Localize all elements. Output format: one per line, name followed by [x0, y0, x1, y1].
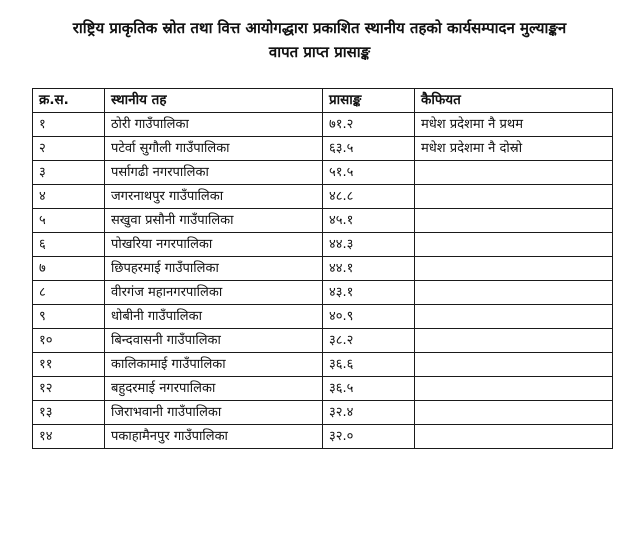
local-level-name-cell: ठोरी गाउँपालिका [105, 113, 323, 137]
score-cell: ३६.५ [323, 377, 415, 401]
table-row [33, 233, 613, 257]
table-row [33, 329, 613, 353]
header-serial-number: क्र.स. [33, 89, 105, 113]
remark-cell [415, 425, 613, 449]
local-level-name-cell: पकाहामैनपुर गाउँपालिका [105, 425, 323, 449]
local-level-name-cell: पर्सागढी नगरपालिका [105, 161, 323, 185]
table-row [33, 137, 613, 161]
local-level-name-cell: सखुवा प्रसौनी गाउँपालिका [105, 209, 323, 233]
serial-number-cell: १० [33, 329, 105, 353]
score-cell: ४४.३ [323, 233, 415, 257]
local-level-name-cell: पोखरिया नगरपालिका [105, 233, 323, 257]
serial-number-cell: ४ [33, 185, 105, 209]
local-level-name-cell: कालिकामाई गाउँपालिका [105, 353, 323, 377]
score-cell: ४३.१ [323, 281, 415, 305]
serial-number-cell: १ [33, 113, 105, 137]
score-cell: ३२.४ [323, 401, 415, 425]
remark-cell [415, 401, 613, 425]
score-cell: ३२.० [323, 425, 415, 449]
remark-cell [415, 257, 613, 281]
remark-cell [415, 305, 613, 329]
local-level-name-cell: बहुदरमाई नगरपालिका [105, 377, 323, 401]
remark-cell [415, 233, 613, 257]
score-cell: ४०.९ [323, 305, 415, 329]
serial-number-cell: ८ [33, 281, 105, 305]
table-row [33, 377, 613, 401]
serial-number-cell: ६ [33, 233, 105, 257]
header-score: प्रासाङ्क [323, 89, 415, 113]
table-body [33, 113, 613, 449]
remark-cell [415, 209, 613, 233]
ranking-table [32, 88, 613, 449]
table-header-row [33, 89, 613, 113]
page-title [0, 16, 639, 64]
table-row [33, 161, 613, 185]
serial-number-cell: ११ [33, 353, 105, 377]
table-row [33, 113, 613, 137]
table-row [33, 305, 613, 329]
table-row [33, 257, 613, 281]
local-level-name-cell: जगरनाथपुर गाउँपालिका [105, 185, 323, 209]
serial-number-cell: १२ [33, 377, 105, 401]
remark-cell [415, 353, 613, 377]
header-remarks: कैफियत [415, 89, 613, 113]
remark-cell [415, 185, 613, 209]
local-level-name-cell: धोबीनी गाउँपालिका [105, 305, 323, 329]
score-cell: ४५.१ [323, 209, 415, 233]
serial-number-cell: १३ [33, 401, 105, 425]
score-cell: ५१.५ [323, 161, 415, 185]
header-local-level: स्थानीय तह [105, 89, 323, 113]
title-line-2: वापत प्राप्त प्रासाङ्क [268, 43, 371, 61]
local-level-name-cell: जिराभवानी गाउँपालिका [105, 401, 323, 425]
score-cell: ३८.२ [323, 329, 415, 353]
table-row [33, 209, 613, 233]
table-row [33, 281, 613, 305]
serial-number-cell: ७ [33, 257, 105, 281]
serial-number-cell: १४ [33, 425, 105, 449]
local-level-name-cell: वीरगंज महानगरपालिका [105, 281, 323, 305]
table-row [33, 401, 613, 425]
score-cell: ४८.८ [323, 185, 415, 209]
serial-number-cell: ९ [33, 305, 105, 329]
remark-cell: मधेश प्रदेशमा नै प्रथम [415, 113, 613, 137]
remark-cell: मधेश प्रदेशमा नै दोस्रो [415, 137, 613, 161]
table-row [33, 185, 613, 209]
local-level-name-cell: बिन्दवासनी गाउँपालिका [105, 329, 323, 353]
remark-cell [415, 281, 613, 305]
serial-number-cell: ३ [33, 161, 105, 185]
remark-cell [415, 377, 613, 401]
score-cell: ३६.६ [323, 353, 415, 377]
table-row [33, 425, 613, 449]
serial-number-cell: २ [33, 137, 105, 161]
local-level-name-cell: छिपहरमाई गाउँपालिका [105, 257, 323, 281]
score-cell: ७१.२ [323, 113, 415, 137]
table-row [33, 353, 613, 377]
title-line-1: राष्ट्रिय प्राकृतिक स्रोत तथा वित्त आयोगद्धारा प्रकाशित स्थानीय तहको कार्यसम्पादन मुल्याङ्कन [72, 19, 567, 37]
serial-number-cell: ५ [33, 209, 105, 233]
local-level-name-cell: पटेर्वा सुगौली गाउँपालिका [105, 137, 323, 161]
remark-cell [415, 329, 613, 353]
remark-cell [415, 161, 613, 185]
score-cell: ६३.५ [323, 137, 415, 161]
score-cell: ४४.१ [323, 257, 415, 281]
